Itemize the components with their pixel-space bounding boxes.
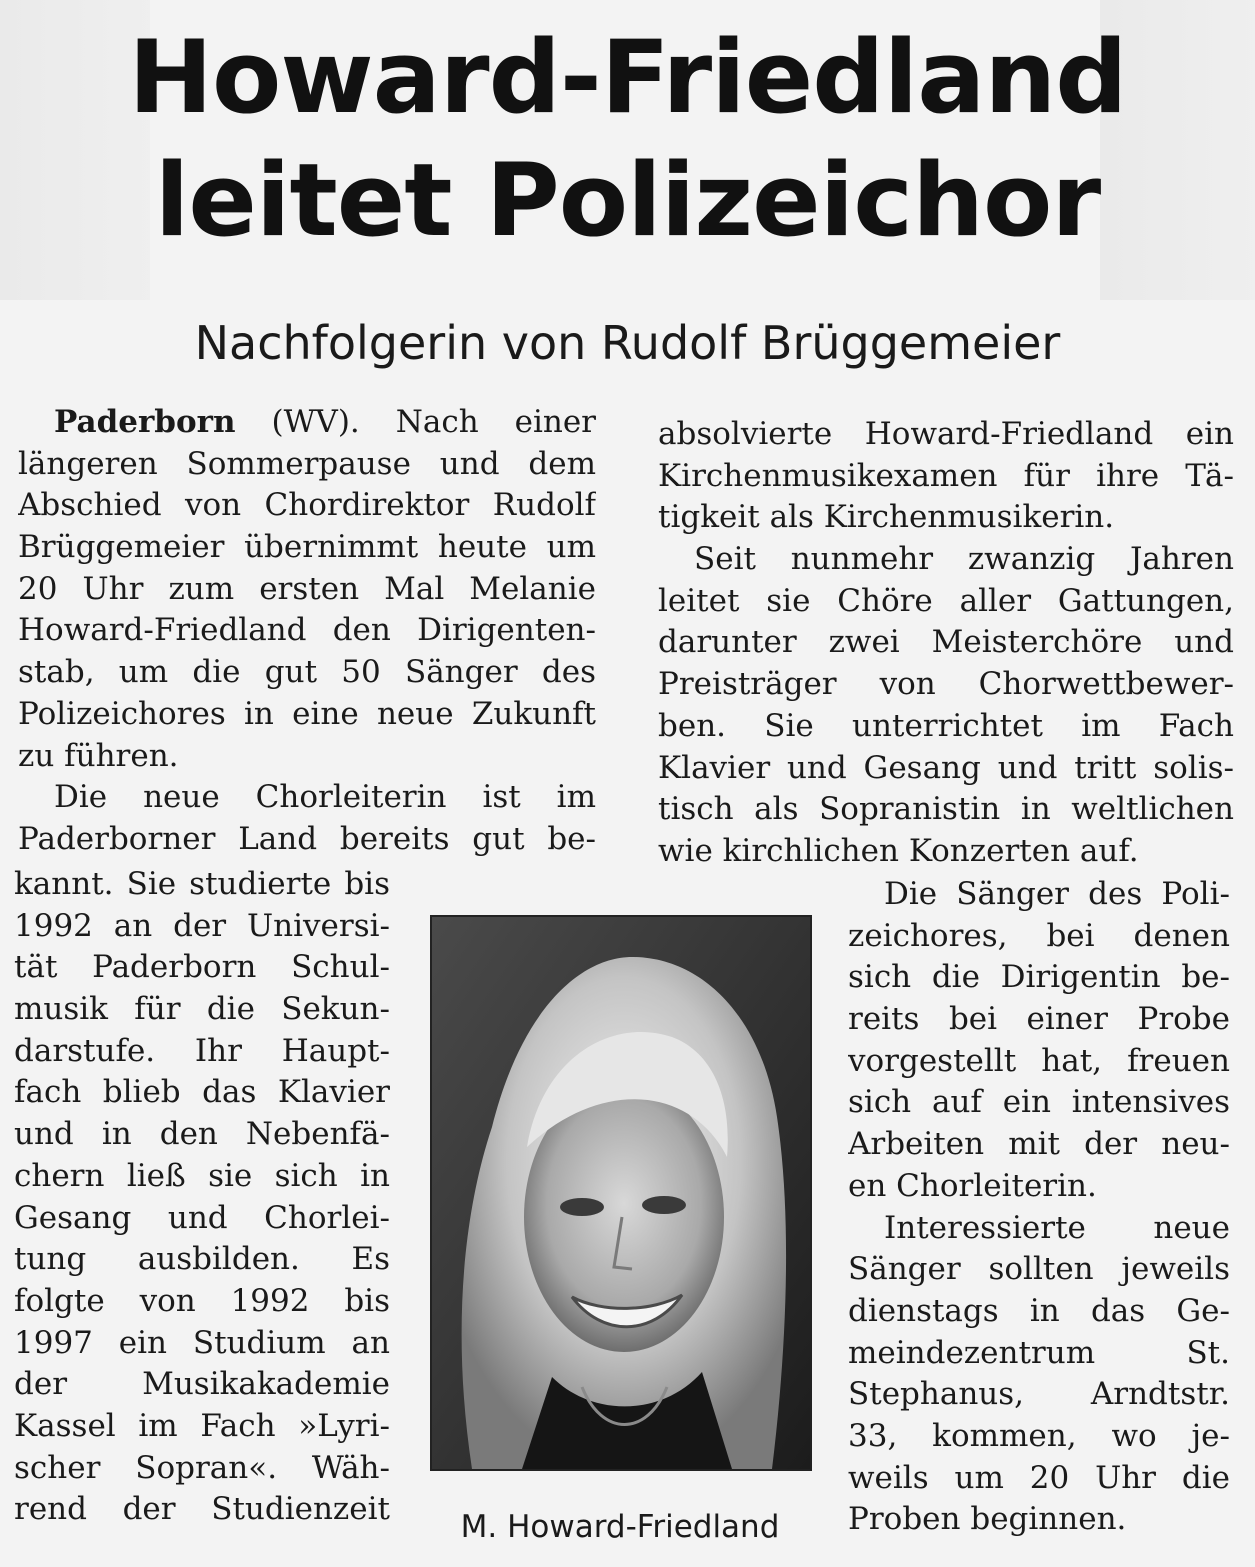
text-line: rend der Studienzeit xyxy=(14,1491,390,1528)
text-line: und in den Nebenfä- xyxy=(14,1116,390,1153)
text-line: absolvierte Howard-Friedland ein xyxy=(658,416,1234,452)
text-line xyxy=(18,819,596,861)
text-line: fach blieb das Klavier xyxy=(14,1074,390,1111)
text-line: ben. Sie unterrichtet im Fach xyxy=(658,707,1234,744)
text-line: Interessierte neue xyxy=(884,1209,1230,1246)
dateline: Paderborn xyxy=(54,404,236,440)
column-1-bottom xyxy=(14,864,390,1531)
text-line: zeichores, bei denen xyxy=(848,917,1230,954)
text-line: Preisträger von Chorwettbewer- xyxy=(658,666,1234,703)
text-line: chern ließ sie sich in xyxy=(14,1157,390,1194)
text-run: Brüggemeier übernimmt heute um xyxy=(18,529,596,566)
text-line: 1992 an der Universi- xyxy=(14,907,390,944)
text-line: tät Paderborn Schul- xyxy=(14,949,390,986)
text-line: 33, kommen, wo je- xyxy=(848,1417,1230,1454)
text-line: Die Sänger des Poli- xyxy=(884,876,1230,912)
text-run: (WV). Nach einer xyxy=(235,404,596,440)
text-line: darstufe. Ihr Haupt- xyxy=(14,1032,390,1069)
text-run: 20 Uhr zum ersten Mal Melanie xyxy=(18,570,596,607)
text-line xyxy=(18,402,596,444)
text-line xyxy=(18,777,596,819)
text-line: Arbeiten mit der neu- xyxy=(848,1126,1230,1163)
text-line xyxy=(18,527,596,569)
text-line xyxy=(18,485,596,527)
text-line xyxy=(18,736,596,778)
text-line: Proben beginnen. xyxy=(848,1501,1127,1538)
subheadline: Nachfolgerin von Rudolf Brüggemeier xyxy=(194,316,1061,370)
text-line: vorgestellt hat, freuen xyxy=(848,1042,1230,1079)
text-line xyxy=(18,652,596,694)
text-line: reits bei einer Probe xyxy=(848,1001,1230,1038)
text-line: dienstags in das Ge- xyxy=(848,1292,1230,1329)
text-line xyxy=(18,569,596,611)
portrait-photo xyxy=(430,915,812,1471)
text-line: musik für die Sekun- xyxy=(14,991,390,1028)
text-line: 1997 ein Studium an xyxy=(14,1324,390,1361)
text-line: folgte von 1992 bis xyxy=(14,1282,390,1319)
text-line: Gesang und Chorlei- xyxy=(14,1199,390,1236)
text-run: Die neue Chorleiterin ist im xyxy=(54,779,596,816)
text-line: weils um 20 Uhr die xyxy=(848,1459,1230,1496)
text-line: kannt. Sie studierte bis xyxy=(14,866,390,902)
column-2-bottom xyxy=(848,874,1230,1541)
text-line: Klavier und Gesang und tritt solis- xyxy=(658,749,1234,786)
text-line: tung ausbilden. Es xyxy=(14,1241,390,1278)
text-run: Abschied von Chordirektor Rudolf xyxy=(18,487,596,524)
text-run: Polizeichores in eine neue Zukunft xyxy=(18,695,596,732)
text-line: tisch als Sopranistin in weltlichen xyxy=(658,791,1234,828)
text-line: scher Sopran«. Wäh- xyxy=(14,1449,390,1486)
text-run: Paderborner Land bereits gut be- xyxy=(18,820,596,857)
photo-caption: M. Howard-Friedland xyxy=(460,1509,780,1545)
text-line: Kassel im Fach »Lyri- xyxy=(14,1407,390,1444)
text-run: Howard-Friedland den Dirigenten- xyxy=(18,612,596,649)
text-line: Stephanus, Arndtstr. xyxy=(848,1376,1230,1413)
text-line: der Musikakademie xyxy=(14,1366,390,1403)
text-line: Seit nunmehr zwanzig Jahren xyxy=(694,541,1234,578)
text-line: tigkeit als Kirchenmusikerin. xyxy=(658,499,1115,536)
text-line: sich auf ein intensives xyxy=(848,1084,1230,1121)
text-line: en Chorleiterin. xyxy=(848,1167,1097,1204)
text-run: stab, um die gut 50 Sänger des xyxy=(18,654,596,691)
text-line: Kirchenmusikexamen für ihre Tä- xyxy=(658,457,1234,494)
headline-line-1: Howard-Friedland xyxy=(128,18,1127,136)
text-line: sich die Dirigentin be- xyxy=(848,959,1230,996)
column-1-top xyxy=(18,402,596,861)
portrait-illustration xyxy=(432,917,810,1469)
text-line: darunter zwei Meisterchöre und xyxy=(658,624,1234,661)
column-2-top xyxy=(658,414,1234,873)
text-line xyxy=(18,694,596,736)
text-line: leitet sie Chöre aller Gattungen, xyxy=(658,582,1234,619)
text-line: wie kirchlichen Konzerten auf. xyxy=(658,832,1139,869)
text-line xyxy=(18,610,596,652)
headline-line-2: leitet Polizeichor xyxy=(154,141,1101,259)
text-run: zu führen. xyxy=(18,737,179,774)
text-run: längeren Sommerpause und dem xyxy=(18,445,596,482)
text-line xyxy=(18,444,596,486)
text-line: meindezentrum St. xyxy=(848,1334,1230,1371)
text-line: Sänger sollten jeweils xyxy=(848,1251,1230,1288)
